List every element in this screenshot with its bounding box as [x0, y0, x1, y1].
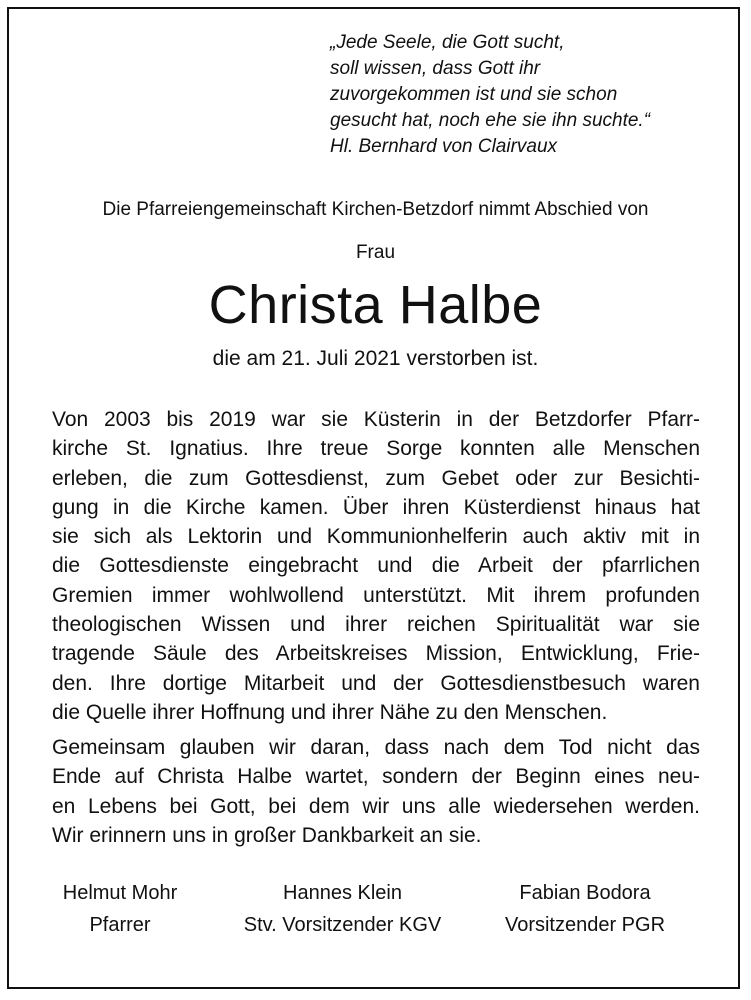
quote-line: „Jede Seele, die Gott sucht, — [330, 32, 565, 53]
paragraph-line: Wir erinnern uns in großer Dankbarkeit an sie. — [52, 823, 482, 847]
quote-line: soll wissen, dass Gott ihr — [330, 58, 541, 79]
paragraph-line: Gemeinsam glauben wir daran, dass nach dem Tod nicht das — [52, 736, 700, 759]
signature-block — [480, 877, 690, 941]
signatory-role: Stv. Vorsitzender KGV — [243, 914, 442, 936]
paragraph-line: kirche St. Ignatius. Ihre treue Sorge konnten alle Menschen — [52, 437, 700, 461]
signatory-role: Vorsitzender PGR — [504, 914, 666, 936]
paragraph-line: Gremien immer wohlwollend unterstützt. Mit ihrem profunden — [52, 583, 700, 607]
deceased-name: Christa Halbe — [208, 275, 543, 335]
paragraph-line: erleben, die zum Gottesdienst, zum Gebet oder zur Besichti- — [52, 466, 700, 490]
death-date-line: die am 21. Juli 2021 verstorben ist. — [212, 347, 539, 370]
tribute-paragraph — [52, 405, 700, 727]
paragraph-line: sie sich als Lektorin und Kommunionhelferin auch aktiv mit in — [52, 525, 700, 549]
paragraph-line: die Gottesdienste eingebracht und die Arbeit der pfarrlichen — [52, 554, 700, 578]
signatory-name: Helmut Mohr — [62, 882, 178, 904]
quote-line: zuvorgekommen ist und sie schon — [330, 84, 618, 105]
paragraph-line: den. Ihre dortige Mitarbeit und der Gottesdienstbesuch waren — [52, 671, 700, 695]
quote-attribution: Hl. Bernhard von Clairvaux — [330, 136, 558, 157]
paragraph-line: en Lebens bei Gott, bei dem wir uns alle wiedersehen werden. — [52, 794, 700, 818]
paragraph-line: Ende auf Christa Halbe wartet, sondern der Beginn eines neu- — [52, 765, 700, 789]
paragraph-line: gung in die Kirche kamen. Über ihren Küsterdienst hinaus hat — [52, 495, 700, 519]
signature-block — [215, 877, 470, 941]
signatory-role: Pfarrer — [89, 914, 151, 936]
paragraph-line: Von 2003 bis 2019 war sie Küsterin in der Betzdorfer Pfarr- — [52, 408, 700, 431]
paragraph-line: die Quelle ihrer Hoffnung und ihrer Nähe zu den Menschen. — [52, 700, 608, 724]
quote-line: gesucht hat, noch ehe sie ihn suchte.“ — [330, 110, 651, 131]
signature-block — [40, 877, 200, 941]
signatory-name: Fabian Bodora — [519, 882, 651, 904]
salutation: Frau — [355, 242, 396, 263]
intro-line: Die Pfarreiengemeinschaft Kirchen-Betzdorf nimmt Abschied von — [102, 199, 649, 220]
paragraph-line: theologischen Wissen und ihrer reichen Spiritualität war sie — [52, 613, 700, 637]
faith-paragraph — [52, 733, 700, 850]
paragraph-line: tragende Säule des Arbeitskreises Mission, Entwicklung, Frie- — [52, 642, 700, 666]
epigraph-quote — [330, 30, 650, 160]
signatory-name: Hannes Klein — [283, 882, 402, 904]
